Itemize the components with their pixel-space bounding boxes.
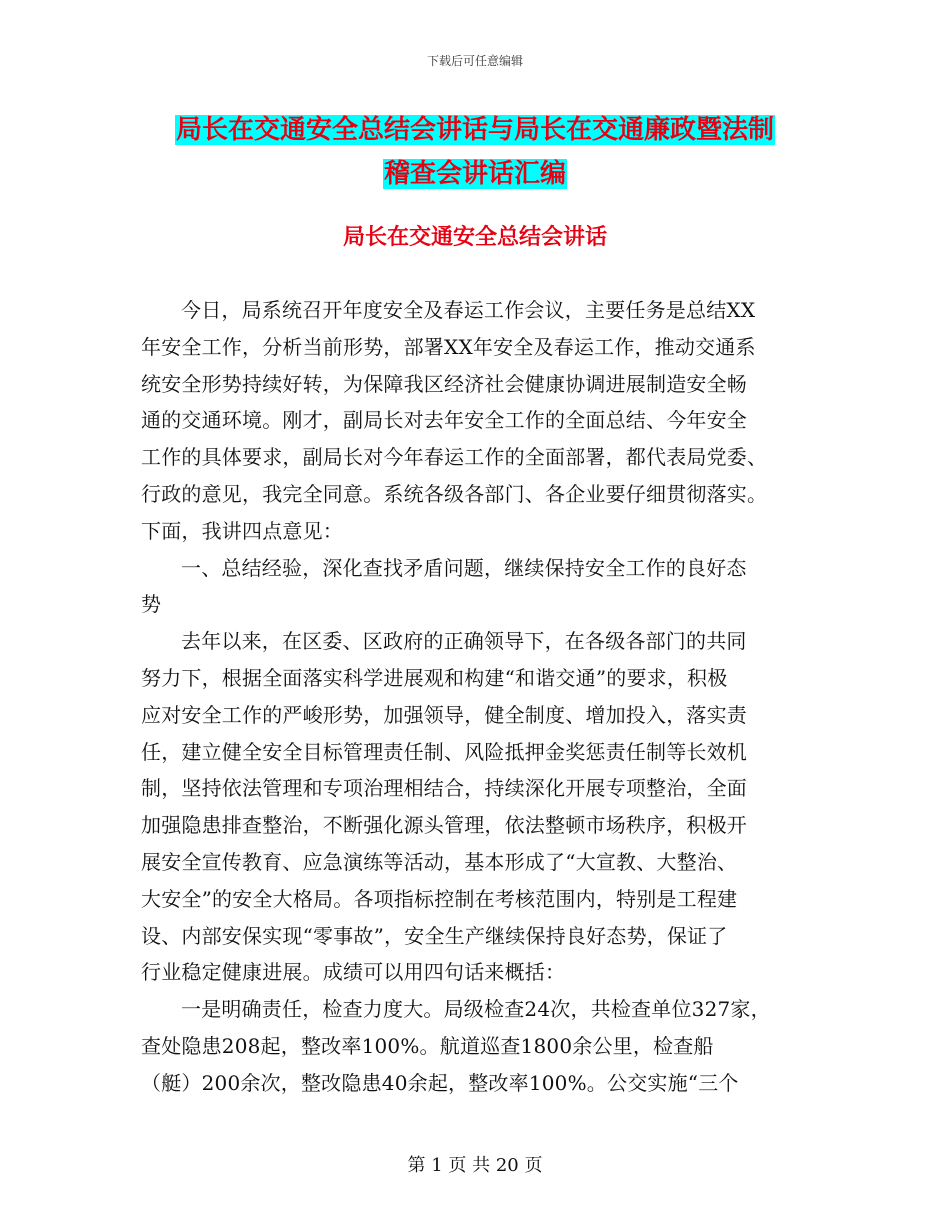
body-line: 设、内部安保实现“零事故”，安全生产继续保持良好态势，保证了 — [141, 923, 728, 948]
body-line: 下面，我讲四点意见： — [141, 518, 343, 543]
body-line: 势 — [141, 592, 162, 617]
body-line: 努力下，根据全面落实科学进展观和构建“和谐交通”的要求，积极 — [141, 665, 728, 690]
document-title-line-2-text: 稽查会讲话汇编 — [383, 159, 566, 189]
body-line: 行业稳定健康进展。成绩可以用四句话来概括： — [141, 960, 566, 985]
body-line: 通的交通环境。刚才，副局长对去年安全工作的全面总结、今年安全 — [141, 408, 747, 433]
body-line: 工作的具体要求，副局长对今年春运工作的全面部署，都代表局党委、 — [141, 445, 768, 470]
body-line: 展安全宣传教育、应急演练等活动，基本形成了“大宣教、大整治、 — [141, 849, 738, 874]
document-title-line-1 — [0, 112, 950, 148]
body-line: 加强隐患排查整治，不断强化源头管理，依法整顿市场秩序，积极开 — [141, 813, 747, 838]
body-line: 去年以来，在区委、区政府的正确领导下，在各级各部门的共同 — [181, 629, 747, 654]
body-line: 一是明确责任，检查力度大。局级检查24次，共检查单位327家， — [181, 997, 771, 1022]
section-heading: 局长在交通安全总结会讲话 — [342, 225, 607, 250]
body-line: 统安全形势持续好转，为保障我区经济社会健康协调进展制造安全畅 — [141, 371, 747, 396]
body-line: 行政的意见，我完全同意。系统各级各部门、各企业要仔细贯彻落实。 — [141, 481, 768, 506]
document-title-line-1-text: 局长在交通安全总结会讲话与局长在交通廉政暨法制 — [175, 115, 774, 145]
body-line: 一、总结经验，深化查找矛盾问题，继续保持安全工作的良好态 — [181, 555, 747, 580]
body-line: 年安全工作，分析当前形势，部署XX年安全及春运工作，推动交通系 — [141, 334, 756, 359]
body-line: 查处隐患208起，整改率100%。航道巡查1800余公里，检查船 — [141, 1033, 714, 1058]
document-body — [141, 292, 813, 1102]
body-line: 应对安全工作的严峻形势，加强领导，健全制度、增加投入，落实责 — [141, 702, 747, 727]
body-line: 今日，局系统召开年度安全及春运工作会议，主要任务是总结XX — [181, 298, 756, 322]
document-title-line-2 — [0, 156, 950, 192]
header-note: 下载后可任意编辑 — [426, 54, 523, 68]
body-line: 任，建立健全安全目标管理责任制、风险抵押金奖惩责任制等长效机 — [141, 739, 747, 764]
body-line: 制，坚持依法管理和专项治理相结合，持续深化开展专项整治，全面 — [141, 776, 747, 801]
page-number-footer: 第 1 页 共 20 页 — [407, 1155, 543, 1176]
body-line: 大安全”的安全大格局。各项指标控制在考核范围内，特别是工程建 — [141, 886, 738, 911]
body-line: （艇）200余次，整改隐患40余起，整改率100%。公交实施“三个 — [141, 1070, 739, 1095]
